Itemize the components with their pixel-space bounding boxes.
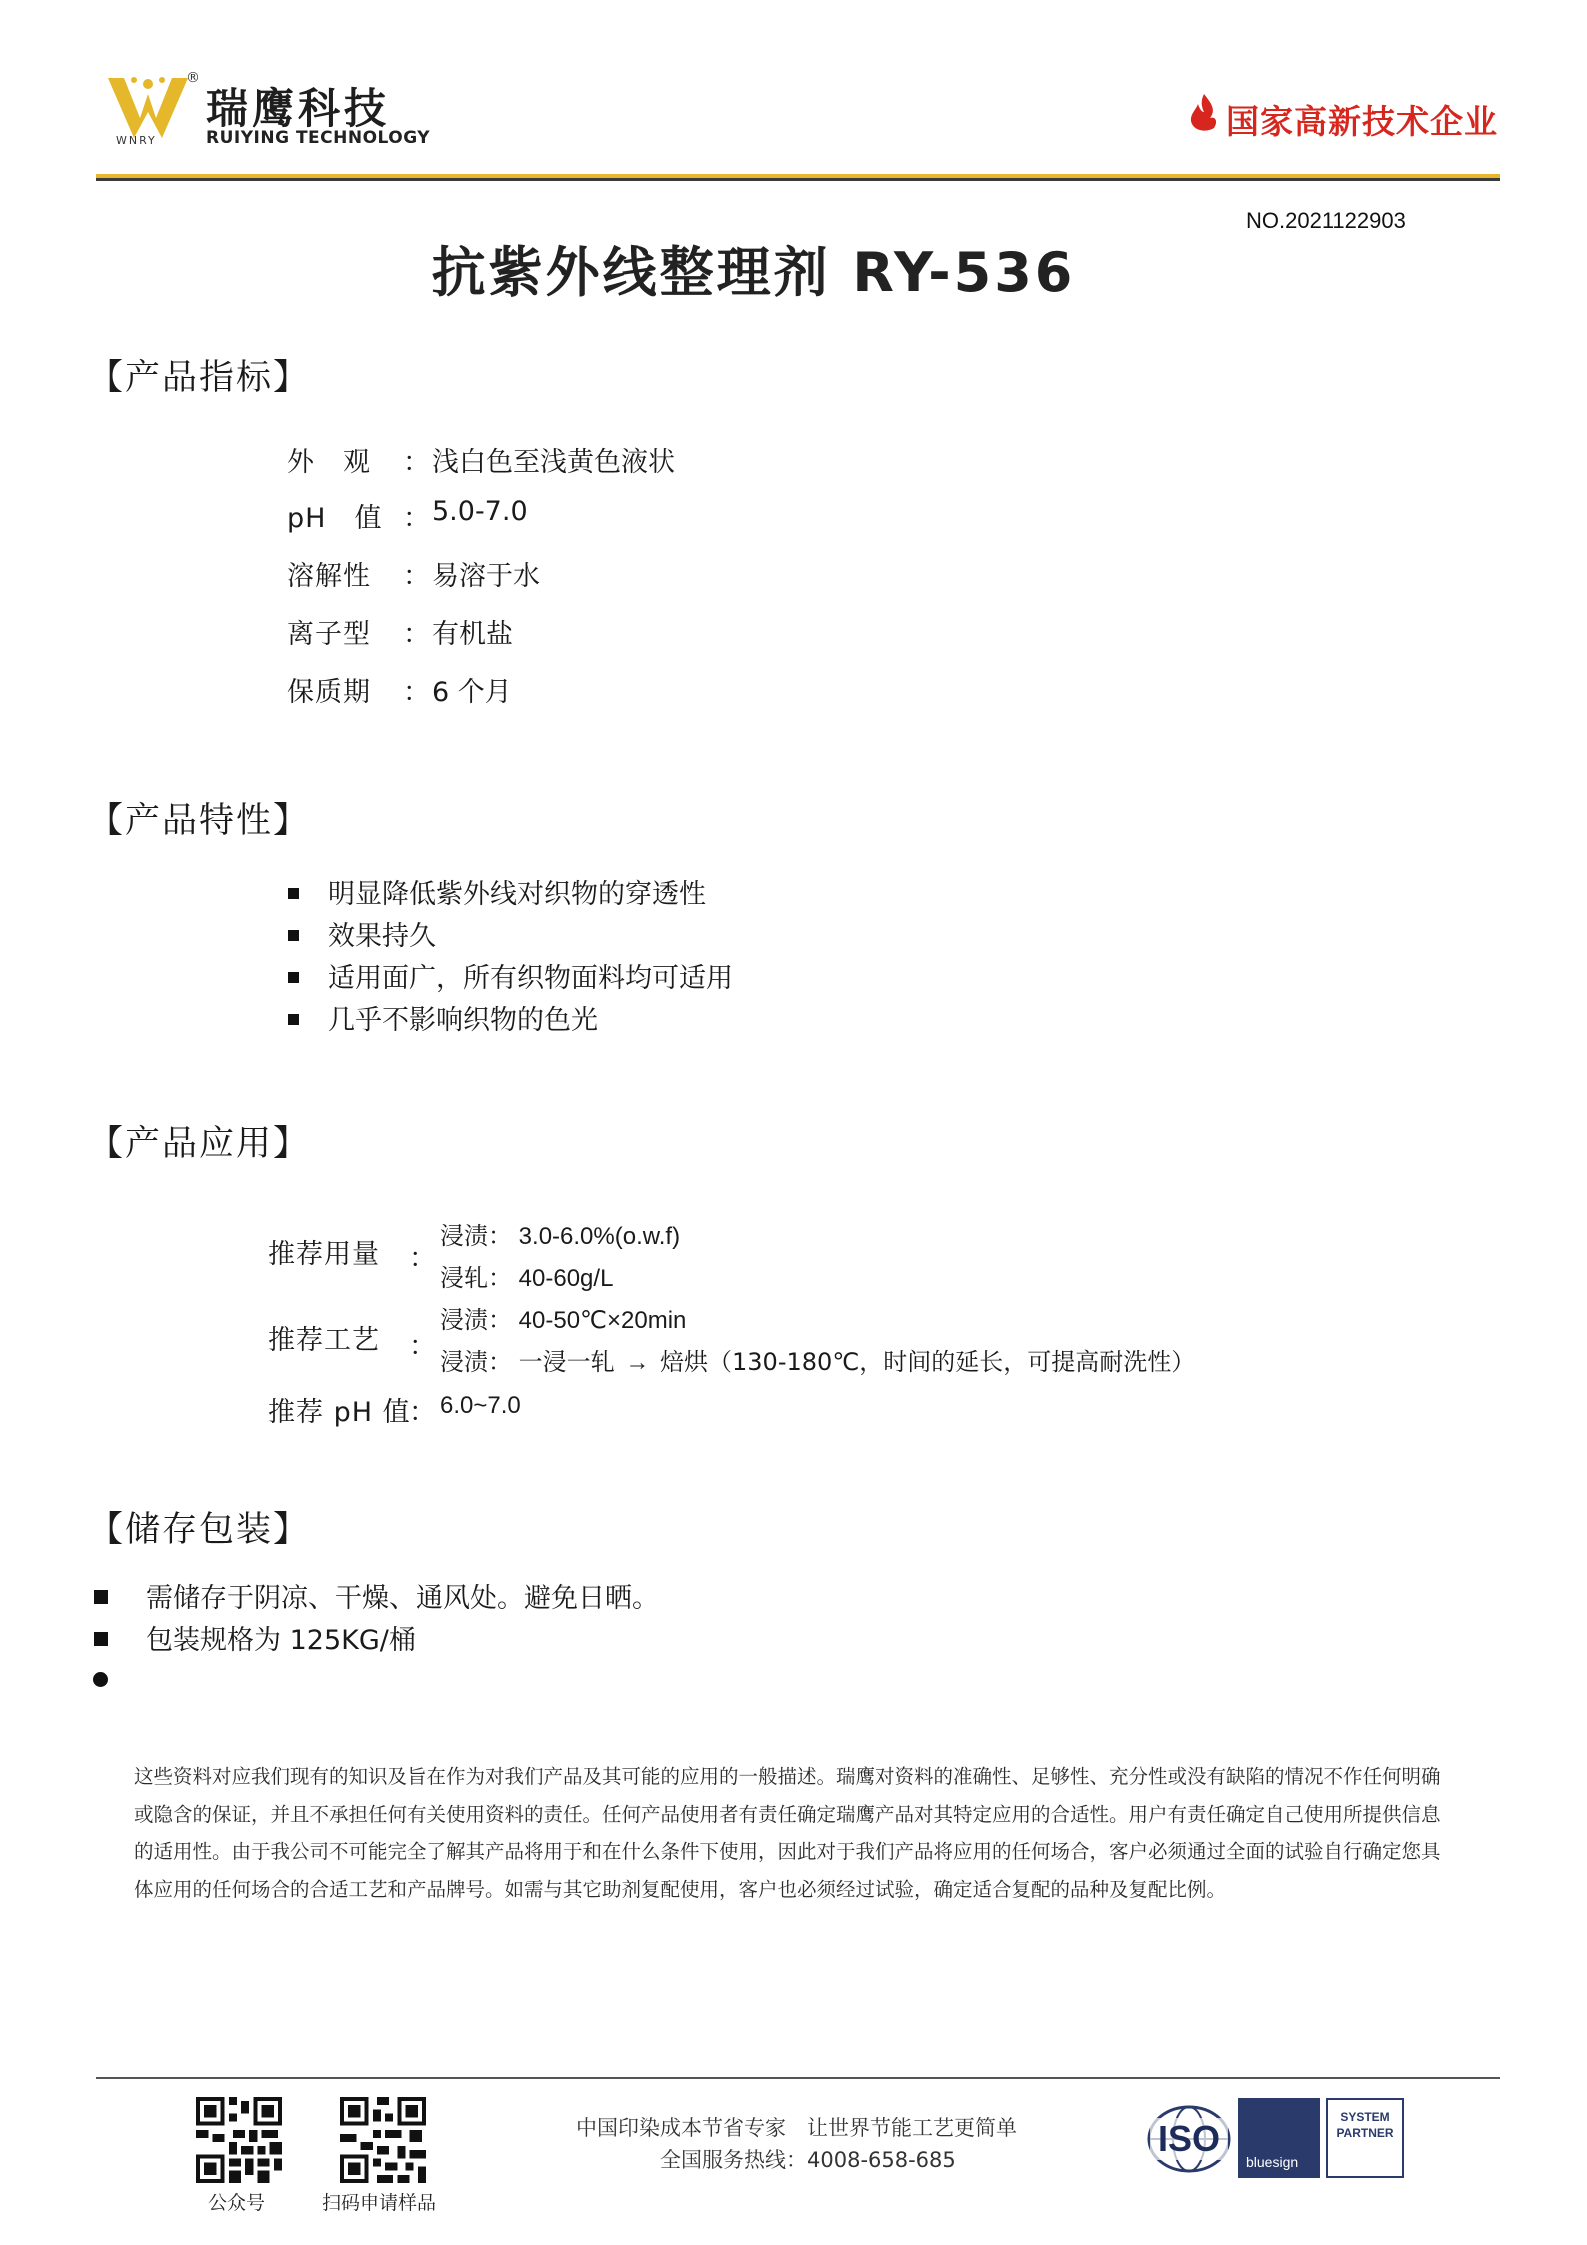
spec-colon: ： bbox=[403, 677, 430, 708]
spec-colon: ： bbox=[403, 447, 430, 478]
feature-item: 几乎不影响织物的色光 bbox=[328, 1005, 598, 1036]
storage-item: 需储存于阴凉、干燥、通风处。避免日晒。 bbox=[146, 1583, 659, 1614]
bullet-dot-icon bbox=[93, 1672, 108, 1687]
process-line bbox=[440, 1300, 686, 1335]
footer-rule bbox=[96, 2077, 1500, 2079]
bluesign-text: bluesign bbox=[1246, 2154, 1299, 2170]
document-title: 抗紫外线整理剂 RY-536 bbox=[431, 241, 1076, 304]
spec-label: 保质期 bbox=[287, 677, 371, 708]
high-tech-badge: 国家高新技术企业 bbox=[1226, 102, 1498, 141]
spec-label: pH 值 bbox=[287, 503, 383, 534]
qr-code-icon bbox=[340, 2097, 426, 2183]
method-key: 浸渍： bbox=[440, 1222, 512, 1250]
ph-label: 推荐 pH 值 bbox=[268, 1397, 411, 1428]
spec-colon: ： bbox=[403, 561, 430, 592]
spec-value: 易溶于水 bbox=[432, 561, 540, 592]
partner-line-1: SYSTEM bbox=[1340, 2110, 1390, 2124]
method-key: 浸渍： bbox=[440, 1348, 512, 1376]
spec-value: 5.0-7.0 bbox=[432, 496, 528, 527]
bullet-square-icon bbox=[94, 1632, 108, 1646]
bullet-square-icon bbox=[288, 1014, 299, 1025]
document-number: NO.2021122903 bbox=[1246, 208, 1406, 233]
method-value: 40-60g/L bbox=[518, 1265, 614, 1292]
iso-logo bbox=[1146, 2104, 1232, 2174]
qr1-label: 公众号 bbox=[208, 2192, 266, 2214]
company-name-cn: 瑞鹰科技 bbox=[206, 84, 391, 133]
spec-label: 外 观 bbox=[287, 447, 371, 478]
footer-slogan: 中国印染成本节省专家 让世界节能工艺更简单 bbox=[576, 2116, 1017, 2140]
section-specs-heading: 【产品指标】 bbox=[88, 358, 311, 398]
partner-line-2: PARTNER bbox=[1336, 2126, 1394, 2140]
method-key: 浸渍： bbox=[440, 1306, 512, 1334]
dosage-label: 推荐用量 bbox=[268, 1239, 380, 1270]
method-value: 3.0-6.0%(o.w.f) bbox=[518, 1223, 681, 1250]
dosage-colon: ： bbox=[409, 1243, 436, 1274]
spec-value: 有机盐 bbox=[432, 619, 513, 650]
method-value-2: 焙烘（130-180℃，时间的延长，可提高耐洗性） bbox=[660, 1348, 1196, 1376]
spec-label: 离子型 bbox=[287, 619, 371, 650]
qr-code-icon bbox=[196, 2097, 282, 2183]
section-storage-heading: 【储存包装】 bbox=[88, 1510, 311, 1550]
spec-value: 6 个月 bbox=[432, 677, 512, 708]
spec-colon: ： bbox=[403, 503, 430, 534]
spec-label: 溶解性 bbox=[287, 561, 371, 592]
feature-item: 适用面广，所有织物面料均可适用 bbox=[328, 963, 733, 994]
section-application-heading: 【产品应用】 bbox=[88, 1124, 311, 1164]
method-key: 浸轧： bbox=[440, 1264, 512, 1292]
spec-value: 浅白色至浅黄色液状 bbox=[432, 447, 675, 478]
bullet-square-icon bbox=[288, 930, 299, 941]
feature-item: 明显降低紫外线对织物的穿透性 bbox=[328, 879, 706, 910]
bullet-square-icon bbox=[288, 888, 299, 899]
section-features-heading: 【产品特性】 bbox=[88, 801, 311, 841]
bullet-square-icon bbox=[94, 1590, 108, 1604]
spec-colon: ： bbox=[403, 619, 430, 650]
method-value: 一浸一轧 bbox=[518, 1348, 615, 1376]
arrow-right-icon: → bbox=[625, 1349, 650, 1376]
logo-wnry-text: WNRY bbox=[116, 134, 157, 147]
ph-colon: ： bbox=[409, 1397, 436, 1428]
registered-mark: ® bbox=[186, 70, 200, 86]
ph-value: 6.0~7.0 bbox=[440, 1392, 521, 1419]
company-name-en: RUIYING TECHNOLOGY bbox=[206, 128, 431, 148]
dosage-line bbox=[440, 1216, 680, 1251]
flame-icon bbox=[1186, 92, 1222, 132]
bullet-square-icon bbox=[288, 972, 299, 983]
disclaimer-text: 这些资料对应我们现有的知识及旨在作为对我们产品及其可能的应用的一般描述。瑞鹰对资料的准确性、足够性、充分性或没有缺陷的情况不作任何明确或隐含的保证，并且不承担任何有关使用资料的责任。任何产品使用者有责任确定瑞鹰产品对其特定应用的合适性。用户有责任确定自己使用所提供信息的适用性。由于我公司不可能完全了解其产品将用于和在什么条件下使用，因此对于我们产品将应用的任何场合，客户必须通过全面的试验自行确定您具体应用的任何场合的合适工艺和产品牌号。如需与其它助剂复配使用，客户也必须经过试验，确定适合复配的品种及复配比例。 bbox=[134, 1765, 1441, 1901]
footer-hotline: 全国服务热线：4008-658-685 bbox=[660, 2148, 956, 2172]
system-partner-badge bbox=[1326, 2098, 1404, 2178]
qr2-label: 扫码申请样品 bbox=[322, 2192, 437, 2214]
bluesign-logo bbox=[1238, 2098, 1320, 2178]
dosage-line bbox=[440, 1258, 613, 1293]
certification-logos bbox=[1146, 2098, 1404, 2178]
process-line bbox=[440, 1342, 1195, 1377]
method-value: 40-50℃×20min bbox=[518, 1307, 687, 1334]
header-rule-dark bbox=[96, 178, 1500, 181]
process-label: 推荐工艺 bbox=[268, 1325, 380, 1356]
storage-item: 包装规格为 125KG/桶 bbox=[146, 1625, 416, 1656]
process-colon: ： bbox=[409, 1331, 436, 1362]
feature-item: 效果持久 bbox=[328, 921, 436, 952]
iso-text: ISO bbox=[1150, 2118, 1228, 2160]
